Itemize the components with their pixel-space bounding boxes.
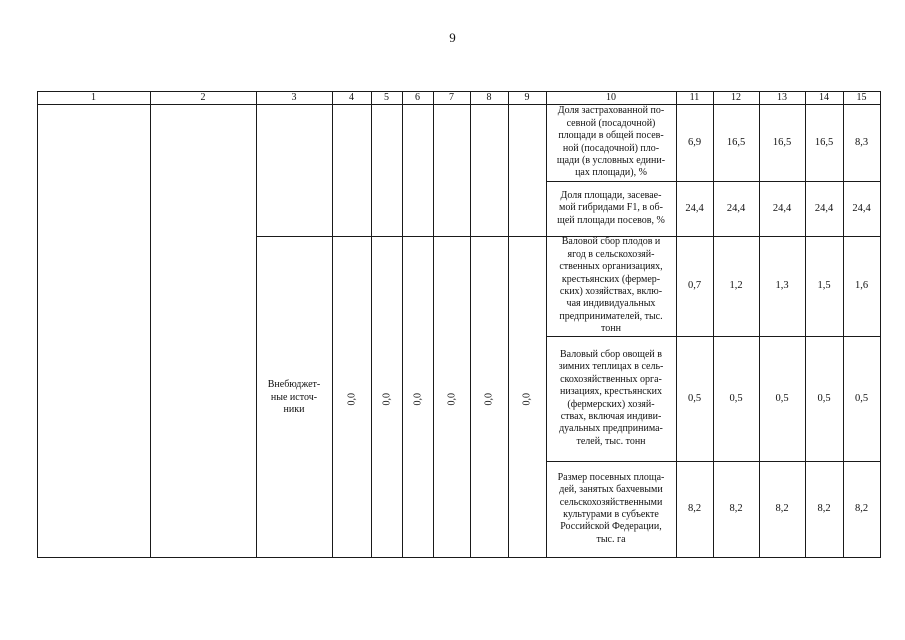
funding-value: 0,0 [346,393,357,406]
column-rule [676,91,677,558]
value-cell: 16,5 [814,136,834,148]
column-header-7: 7 [449,92,454,103]
value-cell: 8,2 [687,503,702,514]
value-cell: 8,2 [817,503,831,514]
indicator-text: Доля застрахованной по- севной (посадочной) площади в общей посев- ной (посадочной) пло- щади (в условных едини- цах площади), % [556,105,666,179]
row-rule [546,181,880,182]
indicator-text: Доля площади, засевае- мой гибридами F1, в об- щей площади посевов, % [557,189,665,226]
value-cell: 8,2 [854,503,869,514]
column-header-11: 11 [689,92,700,103]
value-cell: 0,7 [687,280,702,291]
column-rule [402,91,403,558]
page-number: 9 [449,30,456,45]
column-rule [371,91,372,558]
funding-value: 0,0 [412,393,423,406]
column-rule [37,91,38,558]
value-cell: 16,5 [726,136,746,148]
column-rule [433,91,434,558]
funding-value: 0,0 [446,393,457,406]
column-rule [256,91,257,558]
column-rule [759,91,760,558]
row-rule [546,336,880,337]
value-cell: 1,6 [854,280,869,291]
value-cell: 24,4 [814,202,834,214]
header-bottom-border [37,104,880,105]
table-bottom-border [37,557,880,558]
value-cell: 24,4 [772,202,792,214]
column-rule [843,91,844,558]
value-cell: 6,9 [687,136,702,148]
column-rule [880,91,881,558]
indicator-text: Валовой сбор плодов и ягод в сельскохозяй- ственных организациях, крестьянских (фермер- ских) хозяйствах, вклю- чая индивидуальных предпринимателей, тыс. тонн [559,236,663,335]
funding-value: 0,0 [483,393,495,406]
value-cell: 0,5 [729,392,743,404]
column-rule [332,91,333,558]
column-header-15: 15 [856,92,867,103]
column-header-14: 14 [819,92,829,103]
indicator-text: Размер посевных площа- дей, занятых бахчевыми сельскохозяйственными культурами в субъекте Российской Федерации, тыс. га [557,471,665,545]
row-rule [546,461,880,462]
column-header-12: 12 [731,92,741,103]
column-header-3: 3 [291,92,297,103]
column-header-8: 8 [486,92,492,103]
value-cell: 8,2 [729,503,743,514]
value-cell: 1,5 [817,280,831,291]
column-rule [508,91,509,558]
group-rule [256,236,546,237]
value-cell: 0,5 [854,392,869,404]
column-rule [546,91,547,558]
column-header-10: 10 [606,92,616,103]
column-rule [470,91,471,558]
column-header-9: 9 [524,92,530,103]
column-header-6: 6 [415,92,420,103]
value-cell: 8,2 [775,503,789,514]
value-cell: 24,4 [852,202,871,214]
value-cell: 0,5 [817,392,831,404]
column-header-1: 1 [91,92,96,103]
column-header-5: 5 [384,92,389,103]
column-rule [150,91,151,558]
value-cell: 24,4 [726,202,746,214]
value-cell: 0,5 [687,392,702,404]
value-cell: 16,5 [772,136,792,148]
funding-value: 0,0 [521,393,533,406]
value-cell: 1,3 [775,280,789,291]
column-header-2: 2 [200,92,206,103]
value-cell: 8,3 [854,136,869,148]
funding-source-label: Внебюджет- ные источ- ники [267,379,321,415]
column-rule [805,91,806,558]
indicator-text: Валовый сбор овощей в зимних теплицах в сель- скохозяйственных орга- низациях, крестьянских (фермерских) хозяй- ствах, включая индиви- дуальных предпринима- телей, тыс. тонн [558,348,664,447]
column-header-4: 4 [349,92,354,103]
value-cell: 24,4 [685,202,704,214]
funding-value: 0,0 [381,393,392,406]
column-header-13: 13 [777,92,787,103]
column-rule [713,91,714,558]
value-cell: 1,2 [729,280,743,291]
value-cell: 0,5 [775,392,789,404]
